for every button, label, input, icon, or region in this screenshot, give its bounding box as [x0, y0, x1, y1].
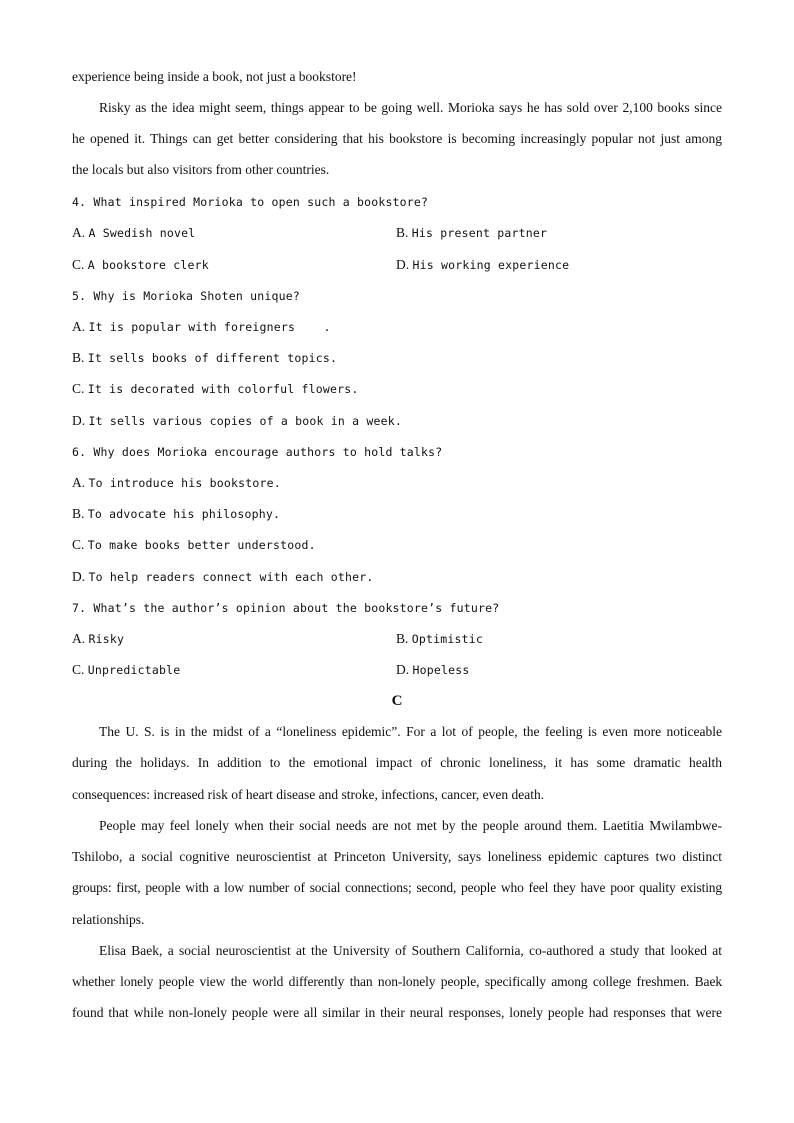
option-text: It sells books of different topics. — [87, 351, 338, 365]
passage-line: Elisa Baek, a social neuroscientist at the University of Southern California, co-authored a study that looked at — [99, 943, 722, 958]
passage-line: groups: first, people with a low number of social connections; second, people who feel they have poor quality existing — [72, 880, 722, 895]
passage-line: People may feel lonely when their social needs are not met by the people around them. Laetitia Mwilambwe- — [99, 818, 722, 833]
option-label: A. — [72, 475, 86, 490]
option-label: D. — [72, 569, 86, 584]
passage-line: Tshilobo, a social cognitive neuroscientist at Princeton University, says loneliness epidemic captures two distinct — [72, 849, 722, 864]
option-text: It sells various copies of a book in a week. — [88, 414, 402, 428]
q6-option-a — [72, 474, 722, 492]
option-label: C. — [72, 537, 85, 552]
option-label: A. — [72, 631, 86, 646]
passage-line: Risky as the idea might seem, things appear to be going well. Morioka says he has sold over 2,100 books since — [99, 100, 722, 115]
passage-line: he opened it. Things can get better considering that his bookstore is becoming increasingly popular not just among — [72, 131, 722, 146]
option-label: D. — [396, 257, 410, 272]
passage-line: during the holidays. In addition to the emotional impact of chronic loneliness, it has some dramatic health — [72, 755, 722, 770]
option-text: Unpredictable — [87, 663, 181, 677]
option-label: A. — [72, 319, 86, 334]
q6-option-b — [72, 505, 722, 523]
passage-line: the locals but also visitors from other countries. — [72, 162, 330, 177]
question-4-stem: 4. What inspired Morioka to open such a bookstore? — [72, 195, 429, 209]
q7-option-a — [72, 630, 372, 648]
q5-option-a — [72, 318, 722, 336]
question-5-stem: 5. Why is Morioka Shoten unique? — [72, 289, 300, 303]
option-label: B. — [72, 506, 85, 521]
option-text: To advocate his philosophy. — [87, 507, 281, 521]
option-text: His working experience — [412, 258, 570, 272]
option-label: C. — [72, 381, 85, 396]
option-text: It is decorated with colorful flowers. — [87, 382, 359, 396]
q5-option-d — [72, 412, 722, 430]
q7-option-c — [72, 661, 372, 679]
passage-line: experience being inside a book, not just a bookstore! — [72, 69, 357, 84]
option-label: D. — [72, 413, 86, 428]
q4-option-b — [396, 224, 716, 242]
option-text: To make books better understood. — [87, 538, 316, 552]
q5-option-c — [72, 380, 722, 398]
q6-option-d — [72, 568, 722, 586]
option-label: A. — [72, 225, 86, 240]
passage-line: relationships. — [72, 912, 145, 927]
option-text: It is popular with foreigners . — [88, 320, 331, 334]
option-text: A Swedish novel — [88, 226, 196, 240]
option-text: A bookstore clerk — [87, 258, 209, 272]
option-label: D. — [396, 662, 410, 677]
q4-option-a — [72, 224, 372, 242]
option-label: C. — [72, 257, 85, 272]
option-label: B. — [396, 631, 409, 646]
option-text: Optimistic — [411, 632, 484, 646]
option-text: Risky — [88, 632, 125, 646]
q5-option-b — [72, 349, 722, 367]
passage-line: found that while non-lonely people were all similar in their neural responses, lonely people had responses that were — [72, 1005, 722, 1020]
question-6-stem: 6. Why does Morioka encourage authors to hold talks? — [72, 445, 443, 459]
option-text: To help readers connect with each other. — [88, 570, 374, 584]
q7-option-d — [396, 661, 716, 679]
passage-line: The U. S. is in the midst of a “loneliness epidemic”. For a lot of people, the feeling is even more noticeable — [99, 724, 722, 739]
option-label: C. — [72, 662, 85, 677]
option-label: B. — [72, 350, 85, 365]
option-text: To introduce his bookstore. — [88, 476, 281, 490]
option-label: B. — [396, 225, 409, 240]
q4-option-c — [72, 256, 372, 274]
q6-option-c — [72, 536, 722, 554]
option-text: Hopeless — [412, 663, 470, 677]
passage-line: consequences: increased risk of heart disease and stroke, infections, cancer, even death. — [72, 787, 545, 802]
question-7-stem: 7. What’s the author’s opinion about the bookstore’s future? — [72, 601, 500, 615]
passage-line: whether lonely people view the world differently than non-lonely people, specifically among college freshmen. Baek — [72, 974, 722, 989]
option-text: His present partner — [411, 226, 548, 240]
q7-option-b — [396, 630, 716, 648]
section-heading: C — [391, 693, 403, 709]
q4-option-d — [396, 256, 716, 274]
